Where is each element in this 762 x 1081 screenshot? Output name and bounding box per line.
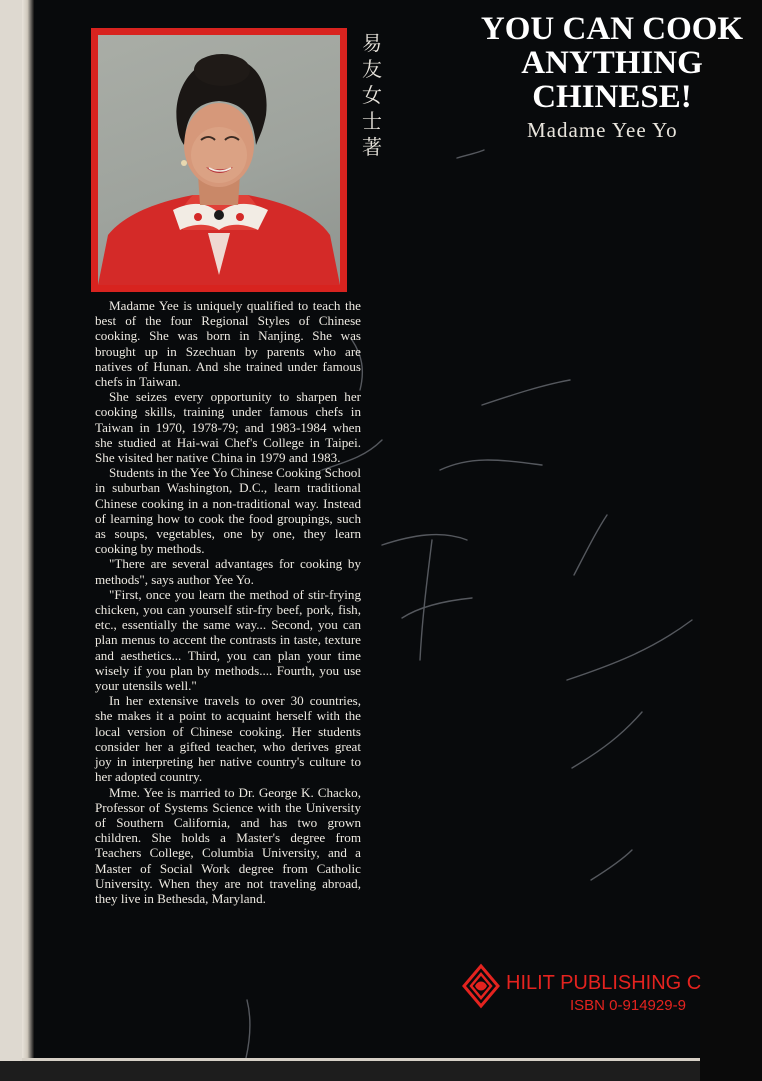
bio-paragraph: Madame Yee is uniquely qualified to teach the best of the four Regional Styles of Chinese cooking. She was born in Nanjing. She was brought up in Szechuan by parents who are natives of Hunan. And she trained under famous chefs in Taiwan. xyxy=(95,298,361,390)
bio-paragraph: "There are several advantages for cooking by methods", says author Yee Yo. xyxy=(95,556,361,587)
publisher-block xyxy=(462,964,722,1012)
publisher-name: HILIT PUBLISHING C xyxy=(506,972,702,994)
isbn-number: ISBN 0-914929-9 xyxy=(570,997,686,1014)
book-title xyxy=(462,12,762,114)
chinese-char: 友 xyxy=(362,57,382,81)
chinese-char: 女 xyxy=(362,83,382,107)
book-back-cover xyxy=(22,0,744,1060)
chinese-author-name xyxy=(357,30,387,160)
bio-paragraph: "First, once you learn the method of stir-frying chicken, you can yourself stir-fry beef, pork, fish, etc., essentially the same way... Second, you can plan menus to accent the contrasts in taste, texture and aesthetics... Third, you can plan your time wisely if you plan by methods.... Fourth, you use your utensils well." xyxy=(95,586,361,694)
chinese-char: 士 xyxy=(362,109,382,133)
title-line: ANYTHING xyxy=(521,45,703,81)
author-name: Madame Yee Yo xyxy=(527,118,678,142)
author-photo xyxy=(98,35,340,285)
bio-paragraph: She seizes every opportunity to sharpen her cooking skills, training under famous chefs in Taiwan in 1970, 1978-79; and 1983-1984 when she studied at Hai-wai Chef's College in Taipei. She visited her native China in 1979 and 1983. xyxy=(95,389,361,466)
title-line: YOU CAN COOK xyxy=(480,11,744,47)
bio-paragraph: In her extensive travels to over 30 countries, she makes it a point to acquaint herself with the local version of Chinese cooking. Her students consider her a gifted teacher, who derives great joy in interpreting her native country's culture to her adopted country. xyxy=(95,693,361,785)
bio-paragraph: Students in the Yee Yo Chinese Cooking School in suburban Washington, D.C., learn traditional Chinese cooking in a non-traditional way. Instead of learning how to cook the food groupings, such as soups, vegetables, one by one, they learn cooking by methods. xyxy=(95,465,361,557)
author-photo-frame xyxy=(91,28,347,292)
bottom-shadow-strip xyxy=(0,1061,700,1081)
publisher-logo-icon xyxy=(462,964,500,1008)
bio-paragraph: Mme. Yee is married to Dr. George K. Chacko, Professor of Systems Science with the University of Southern California, and has two grown children. She holds a Master's degree from Teachers College, Columbia University, and a Master of Social Work degree from Catholic University. When they are not traveling abroad, they live in Bethesda, Maryland. xyxy=(95,784,361,906)
author-portrait-illustration xyxy=(98,35,340,285)
title-line: CHINESE! xyxy=(532,79,692,115)
chinese-char: 著 xyxy=(362,135,382,159)
author-biography xyxy=(95,298,361,906)
chinese-char: 易 xyxy=(362,31,382,55)
